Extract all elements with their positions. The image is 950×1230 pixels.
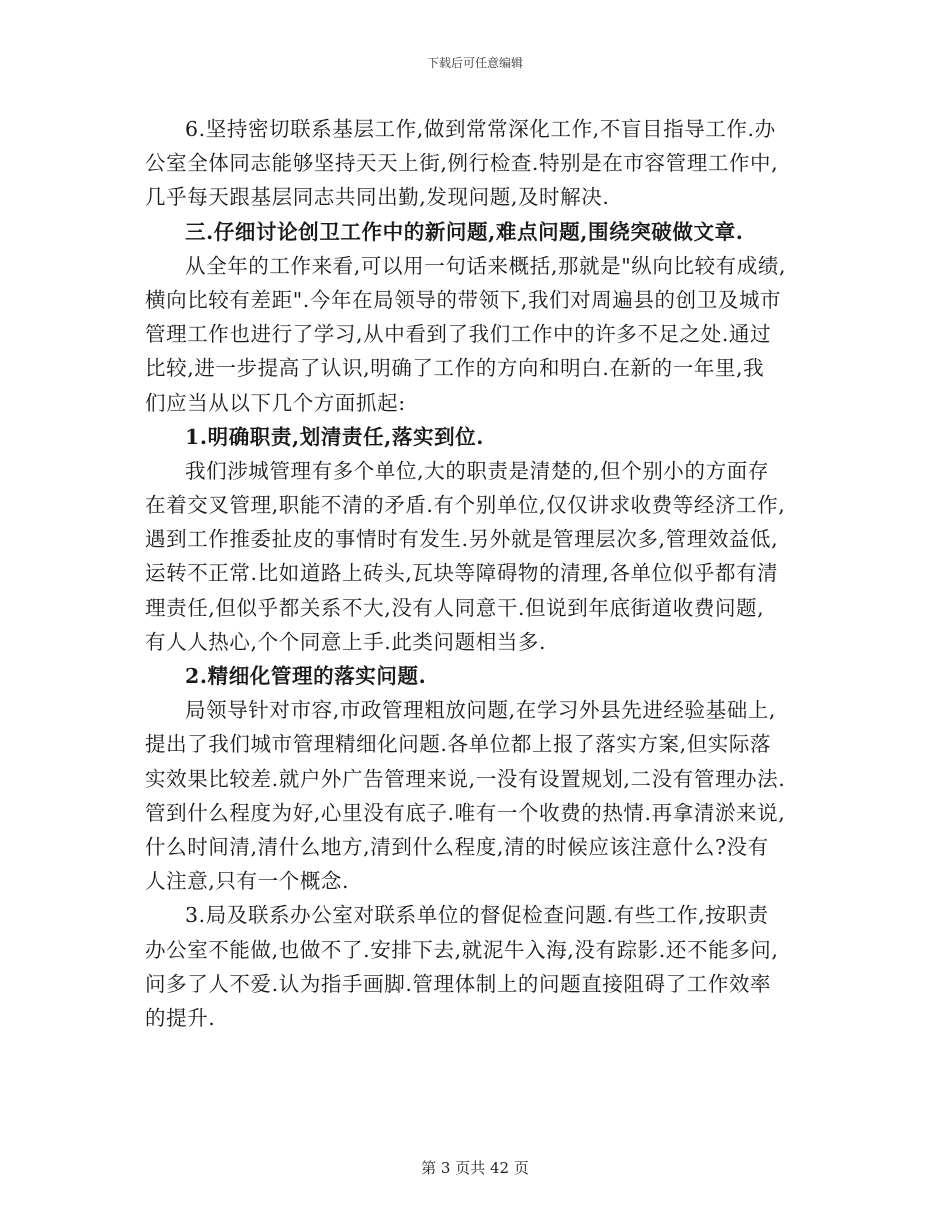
body-text-line: 有人人热心,个个同意上手.此类问题相当多.: [145, 629, 547, 654]
section-heading-line: 三.仔细讨论创卫工作中的新问题,难点问题,围绕突破做文章.: [185, 219, 744, 244]
section-heading-line: 2.精细化管理的落实问题.: [185, 664, 427, 688]
body-text-line: 公室全体同志能够坚持天天上街,例行检查.特别是在市容管理工作中,: [145, 151, 779, 176]
body-text-line: 办公室不能做,也做不了.安排下去,就泥牛入海,没有踪影.还不能多问,: [145, 937, 779, 962]
body-text-line: 管到什么程度为好,心里没有底子.唯有一个收费的热情.再拿清淤来说,: [145, 800, 786, 825]
body-text-line: 局领导针对市容,市政管理粗放问题,在学习外县先进经验基础上,: [185, 698, 777, 723]
body-text-line: 几乎每天跟基层同志共同出勤,发现问题,及时解决.: [145, 185, 610, 210]
body-text-line: 理责任,但似乎都关系不大,没有人同意干.但说到年底街道收费问题,: [145, 595, 765, 620]
page-footer: 第 3 页共 42 页: [421, 1159, 529, 1177]
body-text-line: 问多了人不爱.认为指手画脚.管理体制上的问题直接阻碍了工作效率: [145, 971, 772, 996]
document-body: [145, 112, 807, 1035]
body-text-line: 运转不正常.比如道路上砖头,瓦块等障碍物的清理,各单位似乎都有清: [145, 561, 779, 586]
body-text-line: 我们涉城管理有多个单位,大的职责是清楚的,但个别小的方面存: [185, 458, 769, 483]
body-text-line: 人注意,只有一个概念.: [145, 869, 350, 894]
body-text-line: 的提升.: [145, 1005, 216, 1030]
body-text-line: 们应当从以下几个方面抓起:: [145, 390, 406, 415]
body-text-line: 实效果比较差.就户外广告管理来说,一没有设置规划,二没有管理办法.: [145, 766, 786, 791]
body-text-line: 3.局及联系办公室对联系单位的督促检查问题.有些工作,按职责: [185, 903, 769, 928]
body-text-line: 横向比较有差距".今年在局领导的带领下,我们对周遍县的创卫及城市: [145, 287, 782, 312]
body-text-line: 什么时间清,清什么地方,清到什么程度,清的时候应该注意什么?没有: [145, 834, 769, 859]
page-header: 下载后可任意编辑: [426, 56, 523, 70]
body-text-line: 遇到工作推委扯皮的事情时有发生.另外就是管理层次多,管理效益低,: [145, 527, 779, 552]
body-text-line: 管理工作也进行了学习,从中看到了我们工作中的许多不足之处.通过: [145, 322, 772, 347]
body-text-line: 比较,进一步提高了认识,明确了工作的方向和明白.在新的一年里,我: [145, 356, 765, 381]
body-text-line: 提出了我们城市管理精细化问题.各单位都上报了落实方案,但实际落: [145, 732, 772, 757]
body-text-line: 从全年的工作来看,可以用一句话来概括,那就是"纵向比较有成绩,: [185, 253, 787, 278]
section-heading-line: 1.明确职责,划清责任,落实到位.: [185, 424, 485, 449]
body-text-line: 6.坚持密切联系基层工作,做到常常深化工作,不盲目指导工作.办: [185, 117, 776, 141]
body-text-line: 在着交叉管理,职能不清的矛盾.有个别单位,仅仅讲求收费等经济工作,: [145, 493, 786, 518]
